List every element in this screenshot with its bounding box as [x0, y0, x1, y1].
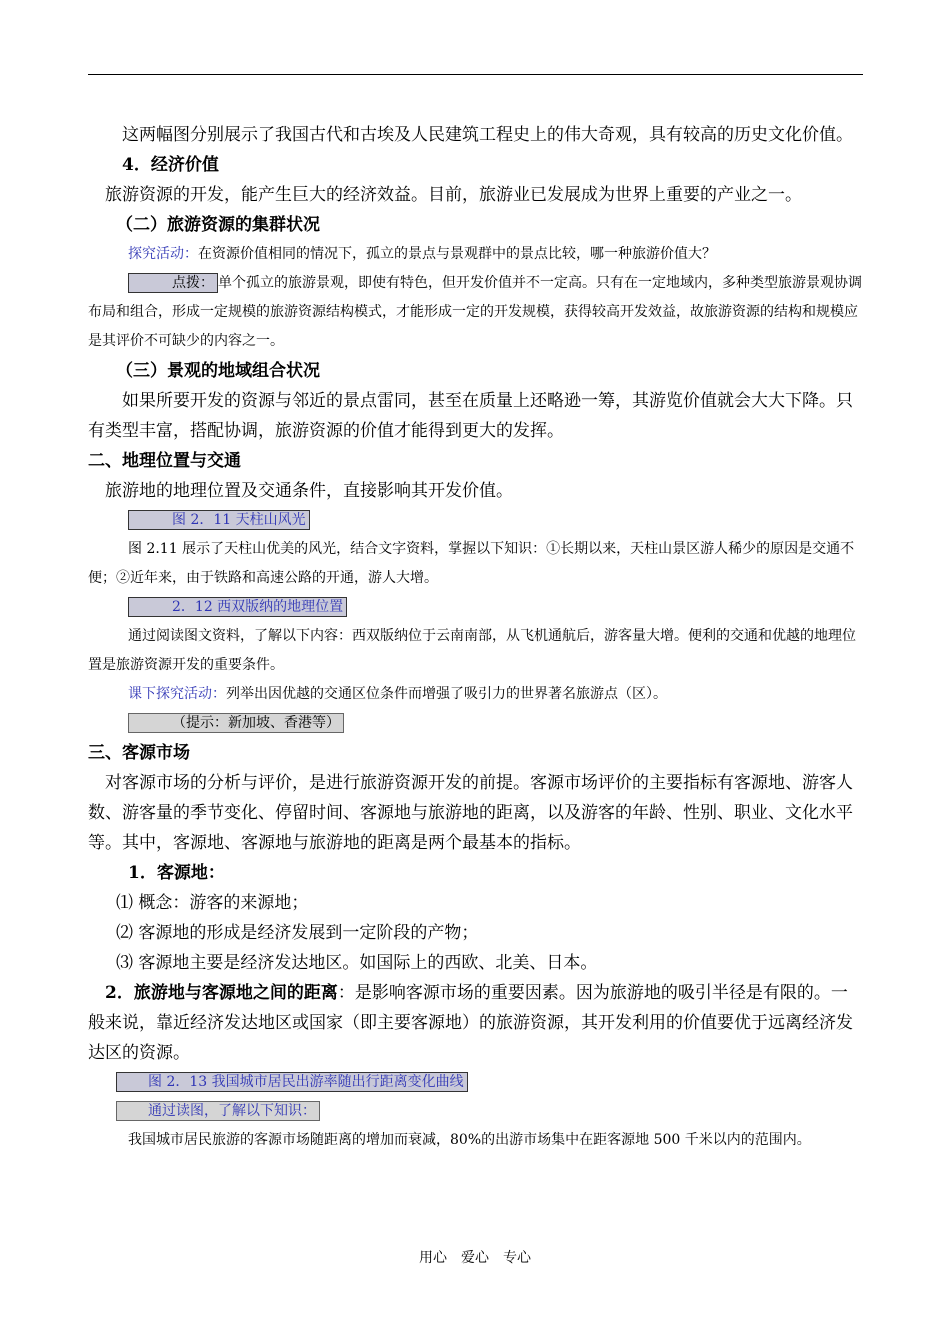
figure-2-12-link[interactable]: 2．12 西双版纳的地理位置 [128, 597, 347, 617]
after-class-label: 课下探究活动： [128, 686, 226, 702]
paragraph-market: 对客源市场的分析与评价，是进行旅游资源开发的前提。客源市场评价的主要指标有客源地、游客人数、游客量的季节变化、停留时间、客源地与旅游地的距离，以及游客的年龄、性别、职业、文化水平等。其中，客源地、客源地与旅游地的距离是两个最基本的指标。 [88, 773, 853, 853]
list-item-1: ⑴ 概念：游客的来源地； [116, 893, 309, 913]
heading-cluster: （二）旅游资源的集群状况 [116, 215, 320, 235]
distance-heading: 2．旅游地与客源地之间的距离 [105, 983, 338, 1003]
paragraph-wonders: 这两幅图分别展示了我国古代和古埃及人民建筑工程史上的伟大奇观，具有较高的历史文化价值。 [122, 125, 853, 145]
figure-2-13-link[interactable]: 图 2．13 我国城市居民出游率随出行距离变化曲线 [116, 1072, 468, 1092]
header-rule [88, 74, 863, 75]
page-footer: 用心 爱心 专心 [419, 1250, 531, 1266]
hint-label: 点拨： [128, 273, 218, 293]
heading-section-two: 二、地理位置与交通 [88, 451, 241, 471]
paragraph-geo: 旅游地的地理位置及交通条件，直接影响其开发价值。 [105, 481, 513, 501]
hint-paragraph [88, 269, 864, 356]
paragraph-economic: 旅游资源的开发，能产生巨大的经济效益。目前，旅游业已发展成为世界上重要的产业之一。 [105, 185, 802, 205]
heading-section-three: 三、客源市场 [88, 743, 190, 763]
hint-text: 单个孤立的旅游景观，即使有特色，但开发价值并不一定高。只有在一定地域内，多种类型旅游景观协调布局和组合，形成一定规模的旅游资源结构模式，才能形成一定的开发规模，获得较高开发效益，故旅游资源的结构和规模应是其评价不可缺少的内容之一。 [88, 275, 862, 349]
figure-2-13-line [88, 1068, 864, 1097]
figure-2-12-line [88, 593, 864, 622]
paragraph-fig-2-12: 通过阅读图文资料，了解以下内容：西双版纳位于云南南部，从飞机通航后，游客量大增。便利的交通和优越的地理位置是旅游资源开发的重要条件。 [88, 628, 856, 673]
tip-box: （提示：新加坡、香港等） [128, 713, 344, 733]
figure-2-11-line [88, 506, 864, 535]
paragraph-fig-2-11: 图 2.11 展示了天柱山优美的风光，结合文字资料，掌握以下知识：①长期以来，天柱山景区游人稀少的原因是交通不便；②近年来，由于铁路和高速公路的开通，游人大增。 [88, 541, 855, 586]
list-item-3: ⑶ 客源地主要是经济发达地区。如国际上的西欧、北美、日本。 [116, 953, 598, 973]
distance-text: ：是影响客源市场的重要因素。因为旅游地的吸引半径是有限的。一般来说，靠近经济发达地区或国家（即主要客源地）的旅游资源，其开发利用的价值要优于远离经济发达区的资源。 [88, 983, 853, 1063]
explore-label: 探究活动： [128, 246, 198, 262]
figure-2-11-link[interactable]: 图 2．11 天柱山风光 [128, 510, 310, 530]
read-line [88, 1097, 864, 1126]
paragraph-combo: 如果所要开发的资源与邻近的景点雷同，甚至在质量上还略逊一筹，其游览价值就会大大下降。只有类型丰富，搭配协调，旅游资源的价值才能得到更大的发挥。 [88, 391, 853, 441]
explore-activity [88, 240, 864, 269]
document-body [88, 120, 864, 1155]
heading-source: 1．客源地： [128, 863, 225, 883]
paragraph-last: 我国城市居民旅游的客源市场随距离的增加而衰减，80%的出游市场集中在距客源地 500 千米以内的范围内。 [128, 1132, 811, 1148]
after-class-text: 列举出因优越的交通区位条件而增强了吸引力的世界著名旅游点（区）。 [226, 686, 667, 702]
explore-text: 在资源价值相同的情况下，孤立的景点与景观群中的景点比较，哪一种旅游价值大？ [198, 246, 716, 262]
list-item-2: ⑵ 客源地的形成是经济发展到一定阶段的产物； [116, 923, 479, 943]
heading-combo: （三）景观的地域组合状况 [116, 361, 320, 381]
heading-economic-value: 4．经济价值 [122, 155, 219, 175]
after-class-activity [88, 680, 864, 709]
tip-line [88, 709, 864, 738]
read-label: 通过读图，了解以下知识： [116, 1101, 320, 1121]
paragraph-distance [88, 978, 864, 1068]
